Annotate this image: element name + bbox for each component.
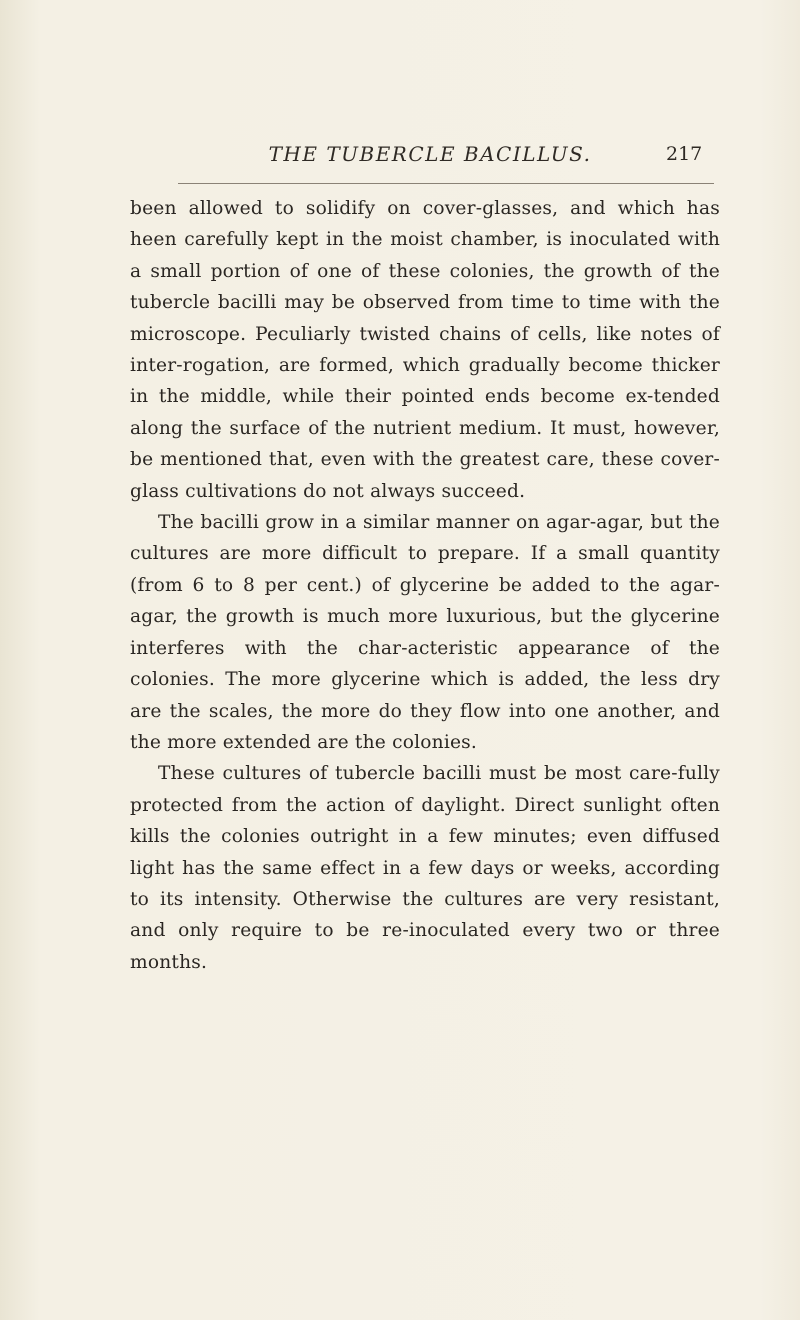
paragraph-3: These cultures of tubercle bacilli must be most care-fully protected from the action of daylight. Direct sunlight often kills the colonies outright in a few minutes; even diffused light has the same effect in a few days or weeks, according to its intensity. Otherwise the cultures are very resistant, and only require to be re-inoculated every two or three months.: [130, 763, 720, 973]
running-title: THE TUBERCLE BACILLUS.: [268, 142, 592, 166]
header-rule: [178, 183, 714, 184]
paragraph-2: The bacilli grow in a similar manner on agar-agar, but the cultures are more difficult to prepare. If a small quantity (from 6 to 8 per cent.) of glycerine be added to the agar-agar, the growth is much more luxurious, but the glycerine interferes with the char-acteristic appearance of the colonies. The more glycerine which is added, the less dry are the scales, the more do they flow into one another, and the more extended are the colonies.: [130, 512, 720, 753]
page-number: 217: [666, 143, 703, 165]
paragraph-1: been allowed to solidify on cover-glasses, and which has heen carefully kept in the moist chamber, is inoculated with a small portion of one of these colonies, the growth of the tubercle bacilli may be observed from time to time with the microscope. Peculiarly twisted chains of cells, like notes of inter-rogation, are formed, which gradually become thicker in the middle, while their pointed ends become ex-tended along the surface of the nutrient medium. It must, however, be mentioned that, even with the greatest care, these cover-glass cultivations do not always succeed.: [130, 198, 720, 502]
body-text: [130, 193, 720, 978]
